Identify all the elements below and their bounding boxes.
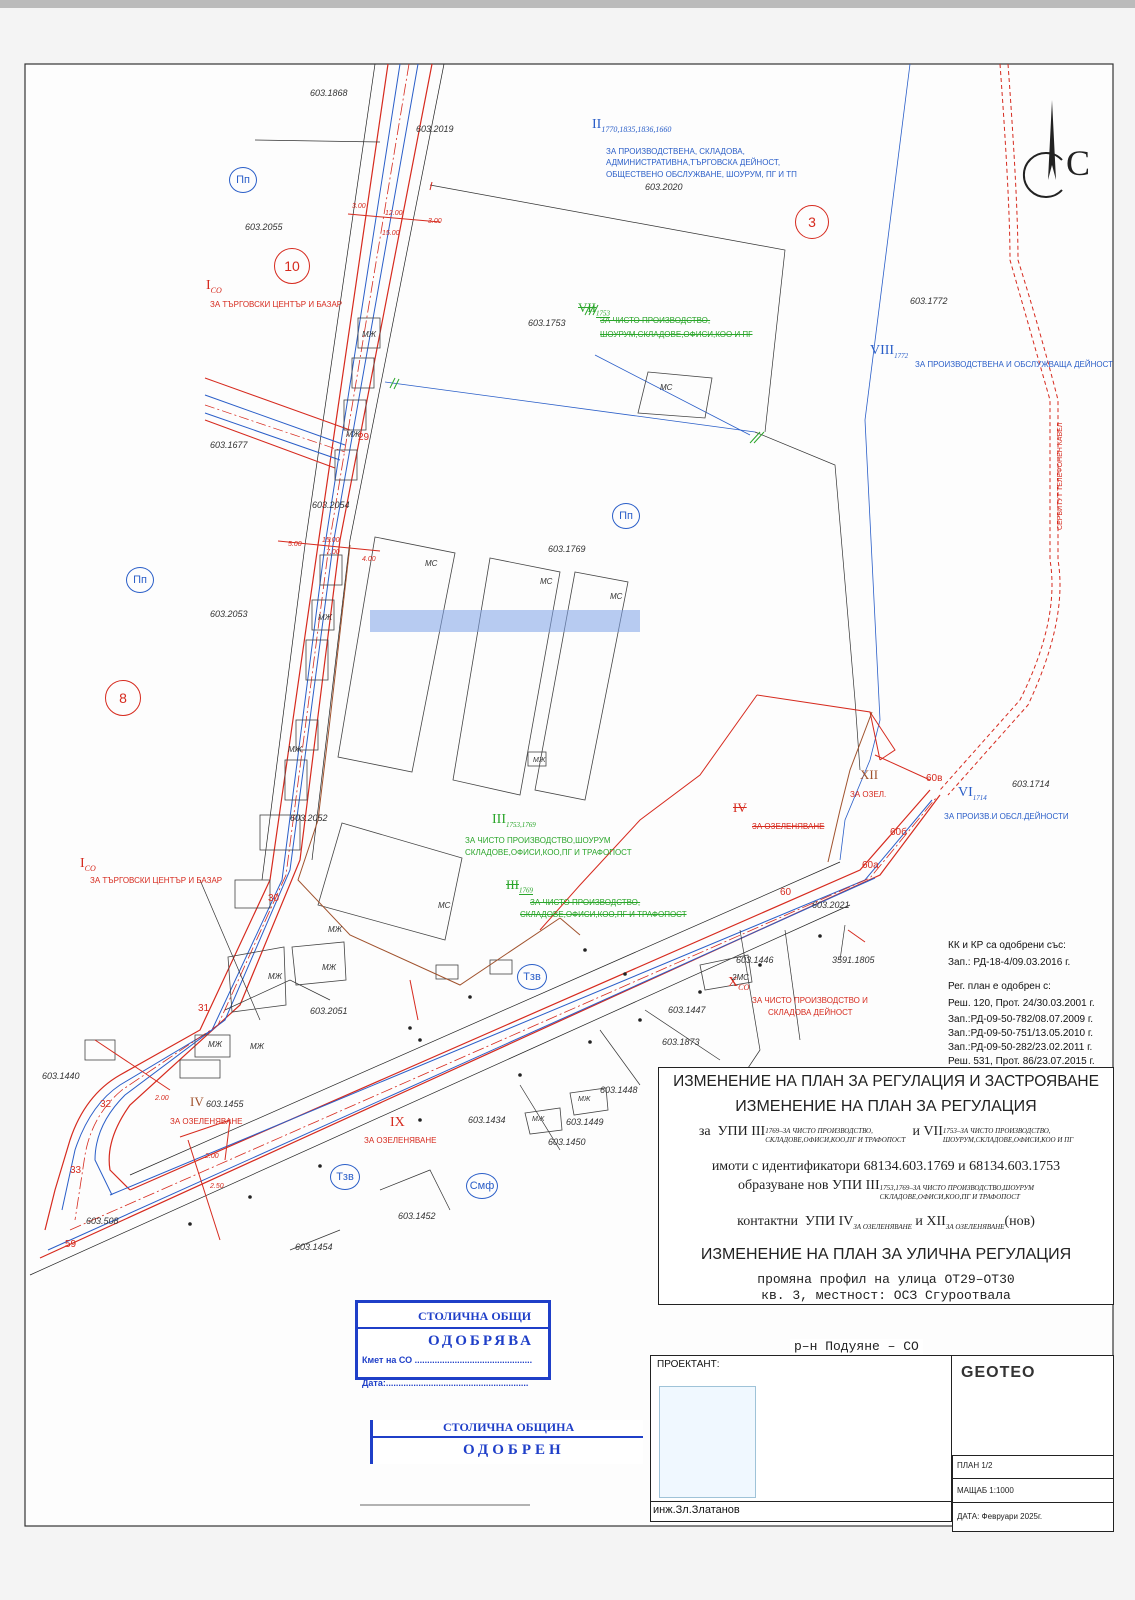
approval-note: Зап.:РД-09-50-782/08.07.2009 г. — [948, 1014, 1094, 1025]
parcel-label: 603.1753 — [528, 318, 566, 328]
point-number: 32 — [100, 1099, 112, 1110]
zone-code: Тзв — [330, 1164, 360, 1190]
building-label: МС — [660, 383, 673, 392]
point-number: 33 — [70, 1165, 82, 1176]
upi-number: $X_{СО}$ — [728, 975, 750, 992]
dimension: 4.00 — [362, 556, 376, 563]
building-label: МС — [540, 577, 553, 586]
approval-note: Рег. план е одобрен с: — [948, 981, 1051, 992]
point-number: 60 — [780, 887, 792, 898]
parcel-label: 603.1452 — [398, 1211, 436, 1221]
parcel-label: 603.2019 — [416, 124, 454, 134]
parcel-label: 603.1454 — [295, 1242, 333, 1252]
point-number: 60б — [890, 827, 907, 838]
plan-sheet: ПЛАН 1/2 — [957, 1461, 993, 1470]
parcel-label: 3591.1805 — [832, 955, 875, 965]
zone-code: Тзв — [517, 964, 547, 990]
point-number: 29 — [358, 432, 370, 443]
parcel-label: 603.2053 — [210, 609, 248, 619]
building-label: МЖ — [362, 330, 376, 339]
parcel-label: 603.2054 — [312, 500, 350, 510]
parcel-label: 603.1450 — [548, 1137, 586, 1147]
upi-description: ЗА ЧИСТО ПРОИЗВОДСТВО И — [752, 996, 868, 1005]
point-number: 60в — [926, 773, 943, 784]
point-number: 31 — [198, 1003, 210, 1014]
building-label: МЖ — [533, 757, 546, 764]
title-line: ИЗМЕНЕНИЕ НА ПЛАН ЗА РЕГУЛАЦИЯ И ЗАСТРОЯВАНЕ — [673, 1073, 1099, 1090]
building-label: МС — [425, 559, 438, 568]
upi-description: ЗА ТЪРГОВСКИ ЦЕНТЪР И БАЗАР — [210, 300, 343, 309]
title-line: имоти с идентификатори 68134.603.1769 и 68134.603.1753 — [711, 1159, 1061, 1174]
upi-number: $II_{1770,1835,1836,1660}$ — [592, 117, 672, 134]
upi-number: $I_{СО}$ — [206, 278, 222, 295]
upi-description: ЗА ОЗЕЛЕНЯВАНЕ — [170, 1117, 243, 1126]
building-label: МЖ — [318, 613, 332, 622]
parcel-label: 603.2052 — [290, 813, 328, 823]
building-label: МЖ — [578, 1096, 591, 1103]
dimension: 3.00 — [352, 203, 366, 210]
approval-note: Реш. 531, Прот. 86/23.07.2015 г. — [948, 1056, 1095, 1067]
block-number: 10 — [274, 248, 310, 284]
parcel-label: 603.1677 — [210, 440, 248, 450]
building-label: МС — [610, 592, 623, 601]
parcel-label: 603.1446 — [736, 955, 774, 965]
upi-number: XII — [860, 767, 879, 782]
parcel-label: 603.2021 — [812, 900, 850, 910]
scale: МАЩАБ 1:1000 — [957, 1486, 1014, 1495]
upi-description: СКЛАДОВЕ,ОФИСИ,КОО,ПГ И ТРАФОПОСТ — [465, 848, 632, 857]
building-label: МЖ — [328, 925, 342, 934]
parcel-label: 603.1772 — [910, 296, 948, 306]
approval-note: Реш. 120, Прот. 24/30.03.2001 г. — [948, 998, 1095, 1009]
dimension: 2.00 — [155, 1095, 169, 1102]
dimension: 5.00 — [288, 541, 302, 548]
point-number: 30 — [268, 893, 280, 904]
upi-description: СКЛАДОВЕ,ОФИСИ,КОО,ПГ И ТРАФОПОСТ — [520, 910, 687, 919]
approval-note: Зап.:РД-09-50-282/23.02.2011 г. — [948, 1042, 1093, 1053]
parcel-label: 603.1449 — [566, 1117, 604, 1127]
zone-code: Пп — [229, 167, 257, 193]
dimension: 7.00 — [326, 549, 340, 556]
upi-description: ЗА ЧИСТО ПРОИЗВОДСТВО, — [530, 898, 641, 907]
dimension: 15.00 — [382, 230, 400, 237]
upi-description: ЗА ПРОИЗВОДСТВЕНА, СКЛАДОВА, — [606, 147, 745, 156]
upi-description: ЗА ОЗЕЛ. — [850, 790, 887, 799]
title-upi-line: за УПИ III1769–ЗА ЧИСТО ПРОИЗВОДСТВО, СКЛАДОВЕ,ОФИСИ,КОО,ПГ И ТРАФОПОСТ и VII1753–ЗА ЧИСТО ПРОИЗВОДСТВО, ШОУРУМ,СКЛАДОВЕ,ОФИСИ,КОО И ПГ — [698, 1124, 1074, 1144]
building-label: МЖ — [346, 430, 360, 439]
upi-description: ЗА ПРОИЗВ.И ОБСЛ.ДЕЙНОСТИ — [944, 812, 1069, 821]
parcel-label: 603.1769 — [548, 544, 586, 554]
approval-stamp-2: СТОЛИЧНА ОБЩИНА ОДОБРЕН — [370, 1420, 643, 1464]
upi-description: СКЛАДОВА ДЕЙНОСТ — [768, 1008, 853, 1017]
block-number: 8 — [105, 680, 141, 716]
parcel-label: 603.1448 — [600, 1085, 638, 1095]
dimension: 2.50 — [210, 1183, 224, 1190]
designer-stamp — [659, 1386, 756, 1498]
designer-name: инж.Зл.Златанов — [653, 1504, 740, 1516]
upi-number: $I_{СО}$ — [80, 856, 96, 873]
upi-number-old: $VII_{1753}$ — [578, 300, 611, 318]
building-label: МЖ — [208, 1040, 222, 1049]
block-number: 3 — [795, 205, 829, 239]
sheet-frame — [25, 64, 1113, 1526]
upi-description: ЗА ТЪРГОВСКИ ЦЕНТЪР И БАЗАР — [90, 876, 223, 885]
approval-stamp: СТОЛИЧНА ОБЩИ ОДОБРЯВА Кмет на СО ............................................... — [355, 1300, 551, 1380]
title-block — [952, 1455, 1114, 1532]
title-contact-line: контактни УПИ $IV_{ЗА ОЗЕЛЕНЯВАНЕ}$ и $XII_{ЗА ОЗЕЛЕНЯВАНЕ}(нов)$ — [737, 1214, 1035, 1231]
approval-note: Зап.: РД-18-4/09.03.2016 г. — [948, 957, 1071, 968]
parcel-label: 603.1868 — [310, 88, 348, 98]
parcel-label: 603.1714 — [1012, 779, 1050, 789]
building-label: МЖ — [268, 972, 282, 981]
upi-number: $VIII_{1772}$ — [870, 343, 909, 360]
parcel-label: 603.1447 — [668, 1005, 706, 1015]
parcel-label: 603.1455 — [206, 1099, 244, 1109]
parcel-label: 603.2055 — [245, 222, 283, 232]
point-number: 60а — [862, 860, 879, 871]
date: ДАТА: Февруари 2025г. — [957, 1512, 1043, 1521]
dimension: 2.00 — [205, 1153, 219, 1160]
zone-code: Смф — [466, 1173, 498, 1199]
designer-label: ПРОЕКТАНТ: — [657, 1359, 720, 1370]
approval-note: КК и КР са одобрени със: — [948, 940, 1066, 951]
parcel-label: 603.2051 — [310, 1006, 348, 1016]
parcel-label: 603.2020 — [645, 182, 683, 192]
parcel-label: 603.1434 — [468, 1115, 506, 1125]
title-line: ИЗМЕНЕНИЕ НА ПЛАН ЗА УЛИЧНА РЕГУЛАЦИЯ — [700, 1246, 1072, 1263]
upi-number: IV — [190, 1094, 204, 1109]
dimension: 12.00 — [385, 210, 403, 217]
upi-number: IX — [390, 1115, 405, 1130]
upi-number-new: $III_{1753,1769}$ — [492, 812, 536, 829]
zone-code: Пп — [126, 567, 154, 593]
building-label: МЖ — [532, 1116, 545, 1123]
parcel-label: 603.1440 — [42, 1071, 80, 1081]
building-label: МЖ — [322, 963, 336, 972]
upi-number-old: IV — [733, 800, 747, 815]
title-new-upi-line: образуване нов УПИ III1753,1769–ЗА ЧИСТО ПРОИЗВОДСТВО,ШОУРУМ СКЛАДОВЕ,ОФИСИ,КОО,ПГ И ТРАФОПОСТ — [737, 1178, 1035, 1201]
north-label: С — [1066, 143, 1091, 183]
building-label: 2МС — [732, 973, 749, 982]
upi-description: ОБЩЕСТВЕНО ОБСЛУЖВАНЕ, ШОУРУМ, ПГ И ТП — [606, 170, 797, 179]
faint-stamp — [370, 610, 640, 632]
parcel-label: 603.508 — [86, 1216, 119, 1226]
dimension: 3.00 — [428, 218, 442, 225]
point-number: 59 — [65, 1239, 77, 1250]
dimension: 15.00 — [322, 537, 340, 544]
building-label: МЖ — [288, 745, 302, 754]
upi-description: ШОУРУМ,СКЛАДОВЕ,ОФИСИ,КОО И ПГ — [600, 330, 753, 339]
cable-label: СЕРВИТУТ ТЕЛЕФОНЕН КАБЕЛ — [1057, 422, 1064, 530]
upi-description: ЗА ЧИСТО ПРОИЗВОДСТВО, — [600, 316, 711, 325]
building-label: МС — [438, 901, 451, 910]
title-line: кв. 3, местност: ОСЗ Сгуроотвала — [761, 1288, 1011, 1303]
parcel-label: 603.1873 — [662, 1037, 700, 1047]
title-line: р–н Подуяне – СО — [790, 1339, 923, 1354]
approval-note: Зап.:РД-09-50-751/13.05.2010 г. — [948, 1028, 1094, 1039]
upi-number-old: $III_{1769}$ — [506, 877, 533, 895]
upi-description: АДМИНИСТРАТИВНА,ТЪРГОВСКА ДЕЙНОСТ, — [606, 158, 781, 167]
title-panel — [658, 1067, 1114, 1305]
designer-logo: GEOTEO — [961, 1364, 1036, 1381]
title-line: ИЗМЕНЕНИЕ НА ПЛАН ЗА РЕГУЛАЦИЯ — [735, 1098, 1037, 1115]
zone-code: Пп — [612, 503, 640, 529]
upi-description: ЗА ОЗЕЛЕНЯВАНЕ — [752, 822, 825, 831]
approval-stamp-date: Дата:......................................................... — [362, 1378, 529, 1388]
upi-number: $VI_{1714}$ — [958, 785, 987, 802]
title-line: промяна профил на улица ОТ29–ОТ30 — [757, 1272, 1015, 1287]
building-label: МЖ — [250, 1042, 264, 1051]
upi-description: ЗА ЧИСТО ПРОИЗВОДСТВО,ШОУРУМ — [465, 836, 611, 845]
upi-description: ЗА ПРОИЗВОДСТВЕНА И ОБСЛУЖВАЩА ДЕЙНОСТ — [915, 360, 1113, 369]
upi-description: ЗА ОЗЕЛЕНЯВАНЕ — [364, 1136, 437, 1145]
